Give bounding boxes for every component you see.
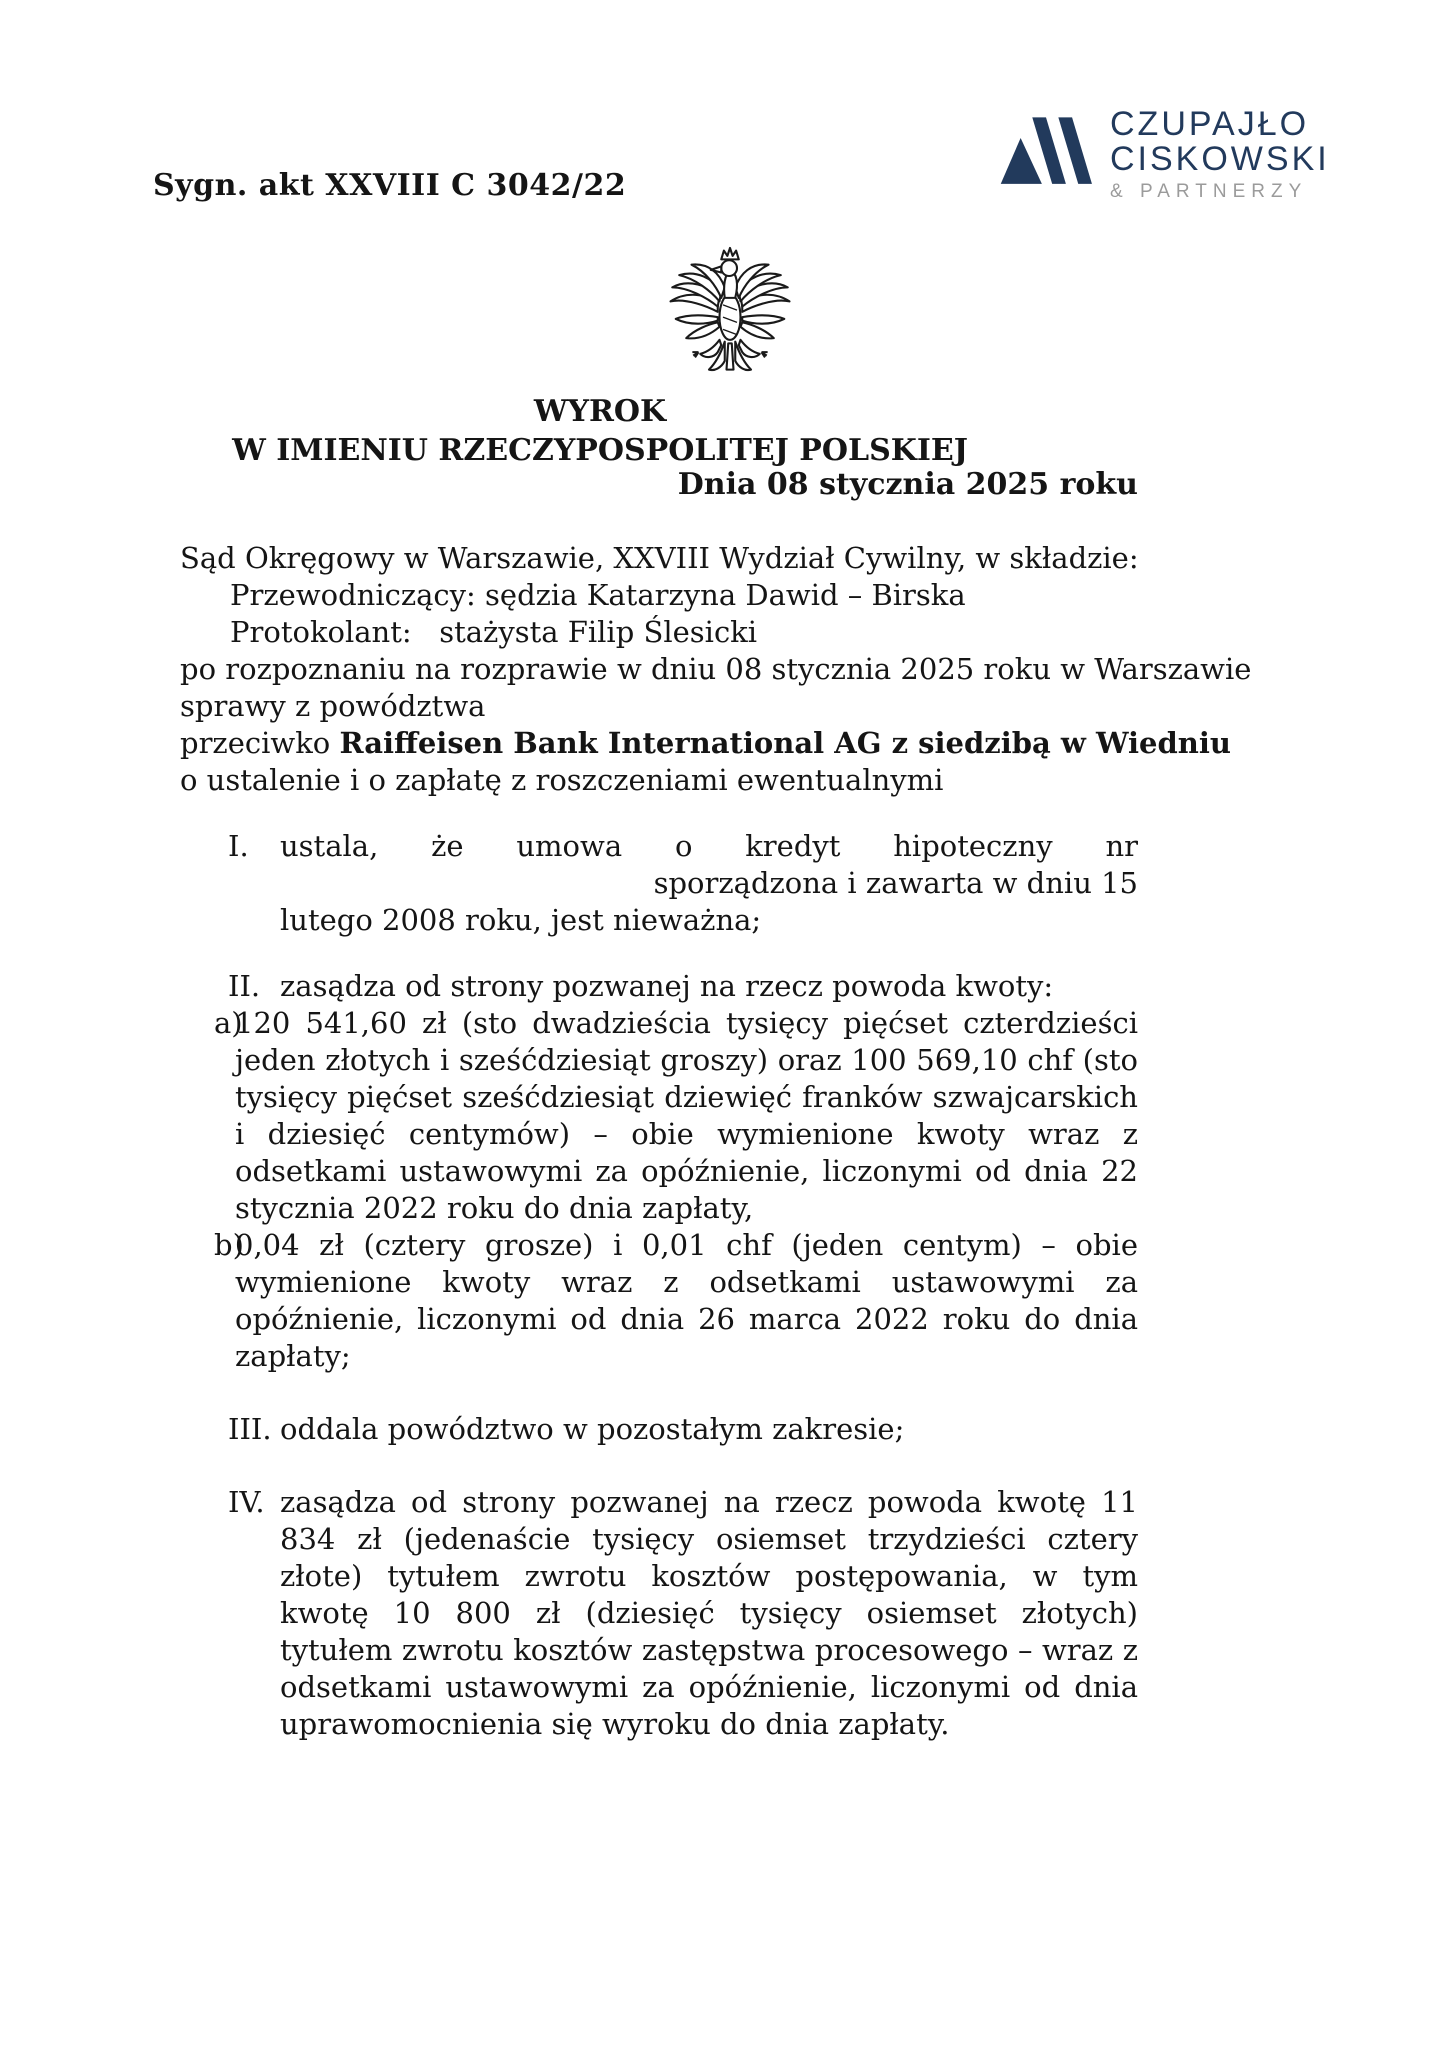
ruling-2-sub-b	[180, 1227, 1138, 1375]
case-number: Sygn. akt XXVIII C 3042/22	[153, 168, 627, 203]
ruling-3-text: oddala powództwo w pozostałym zakresie;	[280, 1412, 905, 1446]
judgment-date: Dnia 08 stycznia 2025 roku	[677, 467, 1138, 502]
clerk-label: Protokolant:	[230, 615, 412, 649]
law-firm-logo	[998, 98, 1330, 204]
logo-name-line1: CZUPAJŁO	[1110, 104, 1310, 143]
ruling-1-numeral: I.	[228, 829, 249, 863]
ruling-4-text: zasądza od strony pozwanej na rzecz powoda kwotę 11 834 zł (jedenaście tysięcy osiemset trzydzieści cztery złote) tytułem zwrotu kosztów postępowania, w tym kwotę 10 800 zł (dziesięć tysięcy osiemset złotych) tytułem zwrotu kosztów zastępstwa procesowego – wraz z odsetkami ustawowymi za opóźnienie, liczonymi od dnia uprawomocnienia się wyroku do dnia zapłaty.	[280, 1485, 1138, 1741]
judgment-title-block	[180, 392, 1020, 470]
law-firm-logo-mark-icon	[998, 98, 1094, 204]
judgment-body	[180, 540, 1252, 1743]
clerk-value: stażysta Filip Ślesicki	[439, 615, 758, 649]
ruling-item-3	[180, 1411, 1138, 1448]
logo-partners-line: & PARTNERZY	[1110, 181, 1308, 203]
hearing-line: po rozpoznaniu na rozprawie w dniu 08 stycznia 2025 roku w Warszawie	[180, 652, 1252, 686]
ruling-item-2	[180, 968, 1138, 1005]
judgment-subheading: W IMIENIU RZECZYPOSPOLITEJ POLSKIEJ	[232, 433, 968, 468]
against-prefix: przeciwko	[180, 726, 340, 760]
ruling-item-1	[180, 828, 1138, 939]
ruling-2-intro: zasądza od strony pozwanej na rzecz powoda kwoty:	[280, 969, 1054, 1003]
judgment-heading: WYROK	[533, 394, 667, 429]
ruling-1-line-2: sporządzona i zawarta w dniu 15	[653, 866, 1138, 900]
clerk-line	[180, 614, 1138, 651]
ruling-1-line-3: lutego 2008 roku, jest nieważna;	[280, 903, 762, 937]
defendant-name: Raiffeisen Bank International AG z siedzibą w Wiedniu	[339, 726, 1231, 760]
presiding-judge-line	[180, 577, 1138, 614]
ruling-1-line-1: ustala, że umowa o kredyt hipoteczny nr	[280, 829, 1138, 863]
ruling-item-4	[180, 1484, 1138, 1743]
ruling-2-numeral: II.	[228, 969, 261, 1003]
presiding-label: Przewodniczący:	[230, 578, 476, 612]
ruling-2-sub-b-text: 0,04 zł (cztery grosze) i 0,01 chf (jeden centym) – obie wymienione kwoty wraz z odsetkami ustawowymi za opóźnienie, liczonymi od dnia 26 marca 2022 roku do dnia zapłaty;	[235, 1228, 1138, 1373]
polish-eagle-emblem-icon	[660, 236, 800, 386]
defendant-line	[180, 725, 1231, 762]
ruling-2-sub-b-marker: b)	[214, 1228, 244, 1262]
logo-name-line2: CISKOWSKI	[1110, 139, 1330, 178]
subject-line: o ustalenie i o zapłatę z roszczeniami ewentualnymi	[180, 763, 944, 797]
claim-intro-line: sprawy z powództwa	[180, 689, 486, 723]
ruling-2-sub-a-text: 120 541,60 zł (sto dwadzieścia tysięcy pięćset czterdzieści jeden złotych i sześćdziesiąt groszy) oraz 100 569,10 chf (sto tysięcy pięćset sześćdziesiąt dziewięć franków szwajcarskich i dziesięć centymów) – obie wymienione kwoty wraz z odsetkami ustawowymi za opóźnienie, liczonymi od dnia 22 stycznia 2022 roku do dnia zapłaty,	[235, 1006, 1138, 1225]
ruling-2-sub-a	[180, 1005, 1138, 1227]
ruling-4-numeral: IV.	[228, 1485, 265, 1519]
ruling-3-numeral: III.	[228, 1412, 272, 1446]
court-composition-line: Sąd Okręgowy w Warszawie, XXVIII Wydział Cywilny, w składzie:	[180, 541, 1139, 575]
law-firm-logo-text	[1110, 104, 1330, 204]
presiding-value: sędzia Katarzyna Dawid – Birska	[485, 578, 966, 612]
ruling-2-sub-a-marker: a)	[214, 1006, 243, 1040]
